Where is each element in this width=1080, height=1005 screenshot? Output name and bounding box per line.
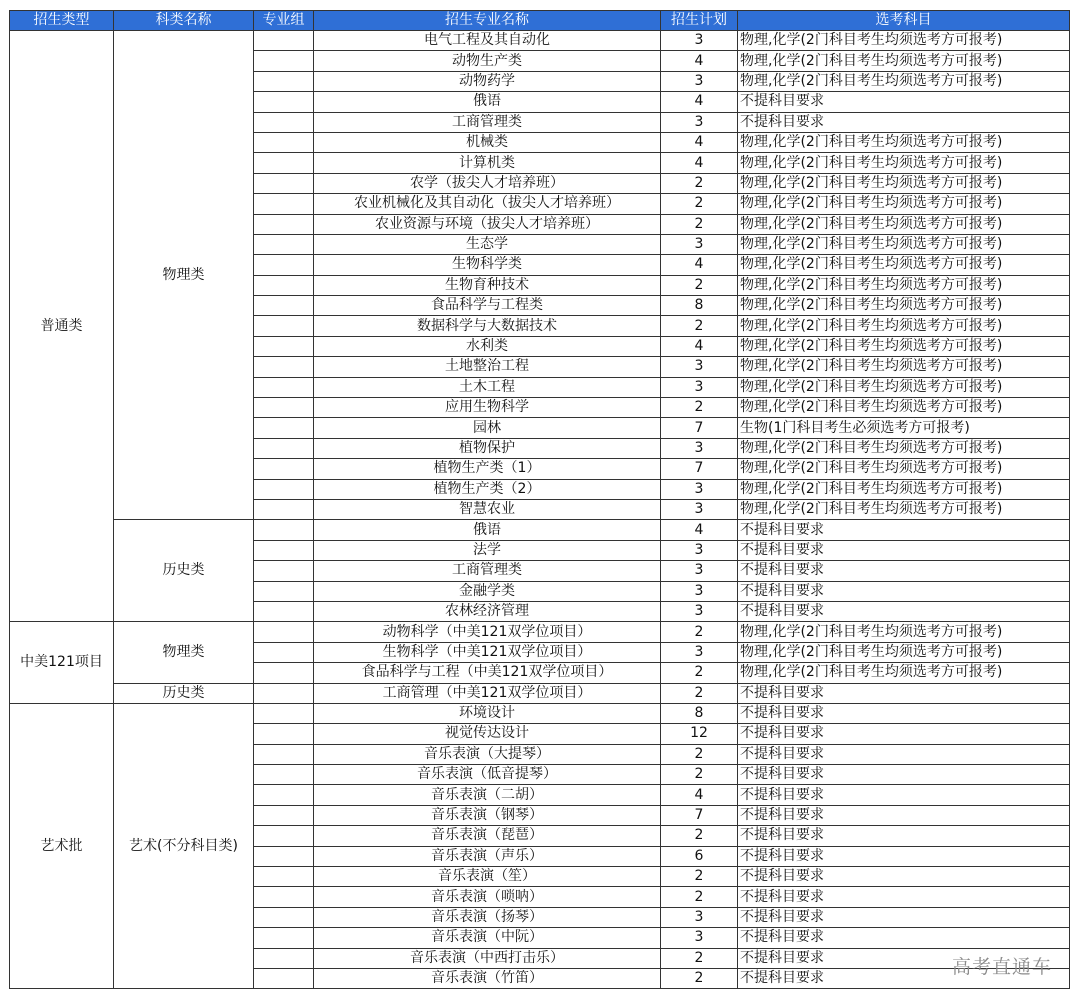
cell-major: 土地整治工程 [314,357,661,377]
cell-group [254,663,314,683]
table-row [10,622,1070,642]
cell-subject: 物理,化学(2门科目考生均须选考方可报考) [738,173,1070,193]
cell-plan: 4 [661,132,738,152]
cell-subject: 不提科目要求 [738,928,1070,948]
cell-group [254,968,314,988]
cell-group [254,398,314,418]
cell-major: 工商管理类 [314,112,661,132]
admissions-table [9,10,1070,989]
cell-plan: 3 [661,479,738,499]
cell-subject: 不提科目要求 [738,703,1070,723]
cell-group [254,112,314,132]
cell-group [254,601,314,621]
cell-subject: 不提科目要求 [738,968,1070,988]
cell-group [254,275,314,295]
cell-group [254,336,314,356]
cell-group [254,377,314,397]
cell-subject: 物理,化学(2门科目考生均须选考方可报考) [738,479,1070,499]
cell-subject: 不提科目要求 [738,785,1070,805]
cell-group [254,805,314,825]
header-group: 专业组 [254,11,314,31]
cell-plan: 2 [661,744,738,764]
cell-subject: 不提科目要求 [738,744,1070,764]
cell-subject: 不提科目要求 [738,540,1070,560]
cell-subject: 物理,化学(2门科目考生均须选考方可报考) [738,622,1070,642]
cell-subject: 物理,化学(2门科目考生均须选考方可报考) [738,275,1070,295]
cell-category: 历史类 [114,520,254,622]
cell-major: 生物科学（中美121双学位项目） [314,642,661,662]
cell-subject: 不提科目要求 [738,907,1070,927]
cell-plan: 2 [661,968,738,988]
table-row [10,703,1070,723]
cell-major: 机械类 [314,132,661,152]
cell-group [254,581,314,601]
cell-major: 水利类 [314,336,661,356]
cell-subject: 物理,化学(2门科目考生均须选考方可报考) [738,398,1070,418]
cell-major: 音乐表演（钢琴） [314,805,661,825]
cell-major: 农业资源与环境（拔尖人才培养班） [314,214,661,234]
cell-major: 动物药学 [314,71,661,91]
cell-major: 环境设计 [314,703,661,723]
cell-plan: 3 [661,438,738,458]
cell-group [254,499,314,519]
cell-plan: 4 [661,92,738,112]
cell-major: 园林 [314,418,661,438]
cell-plan: 2 [661,194,738,214]
cell-group [254,907,314,927]
cell-subject: 不提科目要求 [738,724,1070,744]
cell-plan: 7 [661,805,738,825]
cell-subject: 不提科目要求 [738,112,1070,132]
cell-plan: 4 [661,520,738,540]
cell-major: 土木工程 [314,377,661,397]
cell-major: 金融学类 [314,581,661,601]
cell-group [254,948,314,968]
cell-subject: 物理,化学(2门科目考生均须选考方可报考) [738,377,1070,397]
cell-major: 生态学 [314,234,661,254]
cell-group [254,846,314,866]
cell-plan: 2 [661,683,738,703]
header-major: 招生专业名称 [314,11,661,31]
cell-major: 音乐表演（扬琴） [314,907,661,927]
cell-major: 工商管理类 [314,561,661,581]
cell-group [254,540,314,560]
cell-subject: 不提科目要求 [738,92,1070,112]
cell-subject: 不提科目要求 [738,867,1070,887]
cell-group [254,234,314,254]
cell-major: 俄语 [314,92,661,112]
cell-subject: 物理,化学(2门科目考生均须选考方可报考) [738,499,1070,519]
cell-plan: 2 [661,398,738,418]
cell-group [254,479,314,499]
cell-subject: 不提科目要求 [738,601,1070,621]
cell-major: 法学 [314,540,661,560]
cell-group [254,418,314,438]
cell-group [254,642,314,662]
cell-plan: 3 [661,234,738,254]
cell-plan: 2 [661,867,738,887]
cell-group [254,316,314,336]
cell-subject: 物理,化学(2门科目考生均须选考方可报考) [738,132,1070,152]
cell-major: 音乐表演（竹笛） [314,968,661,988]
cell-group [254,785,314,805]
header-type: 招生类型 [10,11,114,31]
cell-group [254,357,314,377]
cell-plan: 3 [661,357,738,377]
cell-major: 智慧农业 [314,499,661,519]
cell-plan: 2 [661,887,738,907]
cell-group [254,194,314,214]
cell-plan: 12 [661,724,738,744]
cell-plan: 8 [661,703,738,723]
cell-plan: 4 [661,153,738,173]
cell-group [254,173,314,193]
cell-group [254,153,314,173]
cell-plan: 2 [661,275,738,295]
cell-plan: 2 [661,765,738,785]
cell-major: 食品科学与工程（中美121双学位项目） [314,663,661,683]
table-row [10,683,1070,703]
cell-subject: 物理,化学(2门科目考生均须选考方可报考) [738,255,1070,275]
cell-plan: 3 [661,112,738,132]
cell-major: 音乐表演（二胡） [314,785,661,805]
cell-subject: 物理,化学(2门科目考生均须选考方可报考) [738,438,1070,458]
cell-group [254,724,314,744]
cell-subject: 不提科目要求 [738,765,1070,785]
cell-subject: 物理,化学(2门科目考生均须选考方可报考) [738,214,1070,234]
cell-major: 农学（拔尖人才培养班） [314,173,661,193]
cell-plan: 3 [661,540,738,560]
cell-group [254,71,314,91]
cell-plan: 3 [661,601,738,621]
cell-subject: 不提科目要求 [738,561,1070,581]
cell-group [254,459,314,479]
cell-group [254,132,314,152]
cell-subject: 物理,化学(2门科目考生均须选考方可报考) [738,153,1070,173]
cell-category: 艺术(不分科目类) [114,703,254,988]
header-plan: 招生计划 [661,11,738,31]
cell-plan: 3 [661,581,738,601]
cell-group [254,703,314,723]
cell-major: 电气工程及其自动化 [314,31,661,51]
cell-plan: 2 [661,173,738,193]
cell-subject: 不提科目要求 [738,805,1070,825]
cell-major: 食品科学与工程类 [314,296,661,316]
cell-subject: 生物(1门科目考生必须选考方可报考) [738,418,1070,438]
cell-plan: 2 [661,663,738,683]
cell-major: 动物生产类 [314,51,661,71]
cell-category: 物理类 [114,622,254,683]
cell-group [254,31,314,51]
cell-group [254,622,314,642]
cell-subject: 物理,化学(2门科目考生均须选考方可报考) [738,31,1070,51]
cell-plan: 4 [661,51,738,71]
cell-major: 农业机械化及其自动化（拔尖人才培养班） [314,194,661,214]
cell-subject: 不提科目要求 [738,683,1070,703]
cell-major: 音乐表演（唢呐） [314,887,661,907]
cell-category: 历史类 [114,683,254,703]
cell-plan: 3 [661,907,738,927]
cell-subject: 不提科目要求 [738,846,1070,866]
cell-subject: 物理,化学(2门科目考生均须选考方可报考) [738,194,1070,214]
cell-plan: 2 [661,622,738,642]
cell-group [254,826,314,846]
cell-plan: 2 [661,214,738,234]
cell-group [254,51,314,71]
cell-plan: 3 [661,377,738,397]
cell-plan: 6 [661,846,738,866]
cell-group [254,255,314,275]
cell-plan: 3 [661,31,738,51]
cell-group [254,561,314,581]
cell-subject: 物理,化学(2门科目考生均须选考方可报考) [738,642,1070,662]
cell-type: 艺术批 [10,703,114,988]
cell-subject: 物理,化学(2门科目考生均须选考方可报考) [738,459,1070,479]
cell-plan: 2 [661,948,738,968]
cell-group [254,438,314,458]
cell-major: 音乐表演（琵琶） [314,826,661,846]
table-row [10,520,1070,540]
watermark: 高考直通车 [951,956,1052,978]
cell-subject: 物理,化学(2门科目考生均须选考方可报考) [738,234,1070,254]
cell-subject: 不提科目要求 [738,520,1070,540]
cell-subject: 物理,化学(2门科目考生均须选考方可报考) [738,71,1070,91]
cell-group [254,765,314,785]
cell-subject: 不提科目要求 [738,581,1070,601]
cell-type: 普通类 [10,31,114,622]
cell-major: 音乐表演（低音提琴） [314,765,661,785]
cell-major: 俄语 [314,520,661,540]
cell-major: 音乐表演（声乐） [314,846,661,866]
cell-major: 工商管理（中美121双学位项目） [314,683,661,703]
cell-major: 音乐表演（大提琴） [314,744,661,764]
cell-plan: 3 [661,561,738,581]
cell-group [254,928,314,948]
cell-group [254,92,314,112]
cell-group [254,887,314,907]
cell-major: 音乐表演（中西打击乐） [314,948,661,968]
cell-major: 农林经济管理 [314,601,661,621]
header-category: 科类名称 [114,11,254,31]
cell-subject: 物理,化学(2门科目考生均须选考方可报考) [738,357,1070,377]
cell-group [254,683,314,703]
table-body [10,31,1070,989]
cell-group [254,520,314,540]
cell-group [254,744,314,764]
cell-subject: 物理,化学(2门科目考生均须选考方可报考) [738,336,1070,356]
cell-plan: 8 [661,296,738,316]
cell-subject: 物理,化学(2门科目考生均须选考方可报考) [738,296,1070,316]
header-row [10,11,1070,31]
cell-group [254,214,314,234]
cell-major: 生物育种技术 [314,275,661,295]
cell-major: 应用生物科学 [314,398,661,418]
cell-plan: 3 [661,71,738,91]
cell-major: 植物生产类（1） [314,459,661,479]
cell-major: 音乐表演（中阮） [314,928,661,948]
cell-plan: 7 [661,459,738,479]
cell-group [254,296,314,316]
cell-major: 音乐表演（笙） [314,867,661,887]
cell-subject: 物理,化学(2门科目考生均须选考方可报考) [738,316,1070,336]
cell-plan: 7 [661,418,738,438]
cell-major: 数据科学与大数据技术 [314,316,661,336]
cell-subject: 物理,化学(2门科目考生均须选考方可报考) [738,663,1070,683]
cell-plan: 2 [661,826,738,846]
cell-major: 视觉传达设计 [314,724,661,744]
cell-plan: 4 [661,255,738,275]
cell-plan: 2 [661,316,738,336]
cell-plan: 3 [661,499,738,519]
cell-plan: 3 [661,642,738,662]
cell-major: 计算机类 [314,153,661,173]
cell-category: 物理类 [114,31,254,520]
cell-plan: 4 [661,336,738,356]
cell-major: 植物保护 [314,438,661,458]
cell-subject: 不提科目要求 [738,948,1070,968]
cell-major: 植物生产类（2） [314,479,661,499]
cell-plan: 3 [661,928,738,948]
table-row [10,31,1070,51]
cell-plan: 4 [661,785,738,805]
cell-subject: 不提科目要求 [738,826,1070,846]
cell-type: 中美121项目 [10,622,114,704]
cell-major: 生物科学类 [314,255,661,275]
cell-subject: 不提科目要求 [738,887,1070,907]
header-subject: 选考科目 [738,11,1070,31]
cell-subject: 物理,化学(2门科目考生均须选考方可报考) [738,51,1070,71]
cell-major: 动物科学（中美121双学位项目） [314,622,661,642]
cell-group [254,867,314,887]
